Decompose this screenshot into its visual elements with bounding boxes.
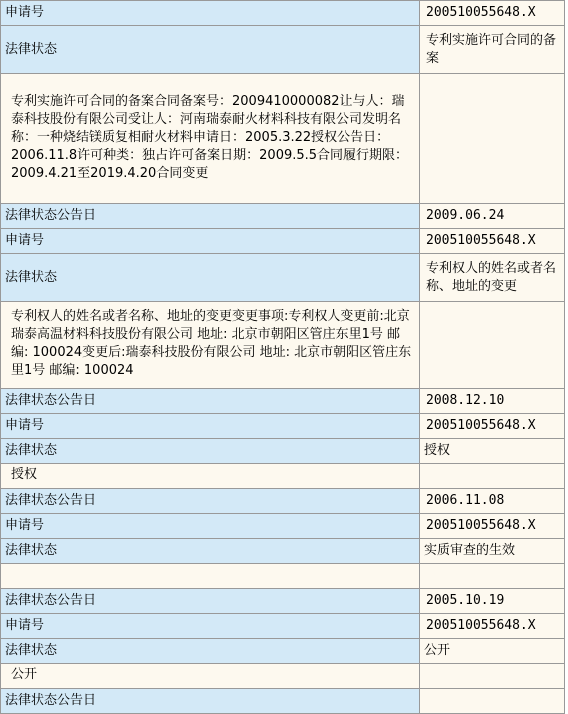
description-text: 公开 bbox=[11, 667, 38, 682]
field-label: 申请号 bbox=[1, 614, 420, 639]
status-row bbox=[1, 26, 565, 74]
empty-cell bbox=[420, 302, 565, 389]
empty-cell bbox=[420, 74, 565, 204]
field-label: 法律状态 bbox=[1, 26, 420, 74]
field-value: 200510055648.X bbox=[420, 614, 565, 639]
legal-status-description bbox=[1, 564, 420, 589]
field-label: 申请号 bbox=[1, 414, 420, 439]
field-value: 公开 bbox=[420, 639, 565, 664]
status-row bbox=[1, 539, 565, 564]
field-label: 申请号 bbox=[1, 514, 420, 539]
field-label: 法律状态公告日 bbox=[1, 204, 420, 229]
empty-cell bbox=[420, 564, 565, 589]
description-row bbox=[1, 564, 565, 589]
field-value: 专利实施许可合同的备案 bbox=[420, 26, 565, 74]
field-label: 法律状态 bbox=[1, 254, 420, 302]
status-row bbox=[1, 439, 565, 464]
field-value: 2005.10.19 bbox=[420, 589, 565, 614]
status-row bbox=[1, 514, 565, 539]
legal-status-description bbox=[1, 74, 420, 204]
description-row bbox=[1, 74, 565, 204]
field-label: 法律状态公告日 bbox=[1, 589, 420, 614]
description-text: 授权 bbox=[11, 467, 38, 482]
description-row bbox=[1, 464, 565, 489]
empty-cell bbox=[420, 664, 565, 689]
description-row bbox=[1, 302, 565, 389]
field-value: 2009.06.24 bbox=[420, 204, 565, 229]
field-label: 法律状态公告日 bbox=[1, 489, 420, 514]
field-label: 法律状态 bbox=[1, 639, 420, 664]
status-row bbox=[1, 589, 565, 614]
field-label: 申请号 bbox=[1, 1, 420, 26]
legal-status-description bbox=[1, 302, 420, 389]
field-value: 200510055648.X bbox=[420, 1, 565, 26]
status-row bbox=[1, 389, 565, 414]
status-row bbox=[1, 489, 565, 514]
legal-status-description bbox=[1, 464, 420, 489]
field-value: 200510055648.X bbox=[420, 414, 565, 439]
field-label: 法律状态 bbox=[1, 439, 420, 464]
field-value: 实质审查的生效 bbox=[420, 539, 565, 564]
field-value: 专利权人的姓名或者名称、地址的变更 bbox=[420, 254, 565, 302]
status-row bbox=[1, 639, 565, 664]
field-label: 申请号 bbox=[1, 229, 420, 254]
status-row bbox=[1, 1, 565, 26]
description-text: 专利实施许可合同的备案合同备案号：2009410000082让与人：瑞泰科技股份有限公司受让人：河南瑞泰耐火材料科技有限公司发明名称：一种烧结镁质复相耐火材料申请日：2005.3.22授权公告日：2006.11.8许可种类：独占许可备案日期：2009.5.5合同履行期限：2009.4.21至2019.4.20合同变更 bbox=[11, 93, 409, 181]
status-row bbox=[1, 204, 565, 229]
status-row bbox=[1, 229, 565, 254]
status-row bbox=[1, 614, 565, 639]
field-label: 法律状态 bbox=[1, 539, 420, 564]
legal-status-description bbox=[1, 664, 420, 689]
field-value: 2008.12.10 bbox=[420, 389, 565, 414]
legal-status-rows bbox=[1, 1, 565, 714]
description-text bbox=[5, 574, 415, 578]
field-value: 200510055648.X bbox=[420, 514, 565, 539]
empty-cell bbox=[420, 464, 565, 489]
status-row bbox=[1, 414, 565, 439]
field-value: 200510055648.X bbox=[420, 229, 565, 254]
description-row bbox=[1, 664, 565, 689]
field-label: 法律状态公告日 bbox=[1, 389, 420, 414]
description-text: 专利权人的姓名或者名称、地址的变更变更事项:专利权人变更前:北京瑞泰高温材料科技股份有限公司 地址: 北京市朝阳区管庄东里1号 邮编: 100024变更后:瑞泰科技股份有限公司 地址: 北京市朝阳区管庄东里1号 邮编: 100024 bbox=[11, 309, 412, 378]
field-value: 授权 bbox=[420, 439, 565, 464]
field-value: 2006.11.08 bbox=[420, 489, 565, 514]
status-row bbox=[1, 254, 565, 302]
field-label: 法律状态公告日 bbox=[1, 689, 420, 714]
